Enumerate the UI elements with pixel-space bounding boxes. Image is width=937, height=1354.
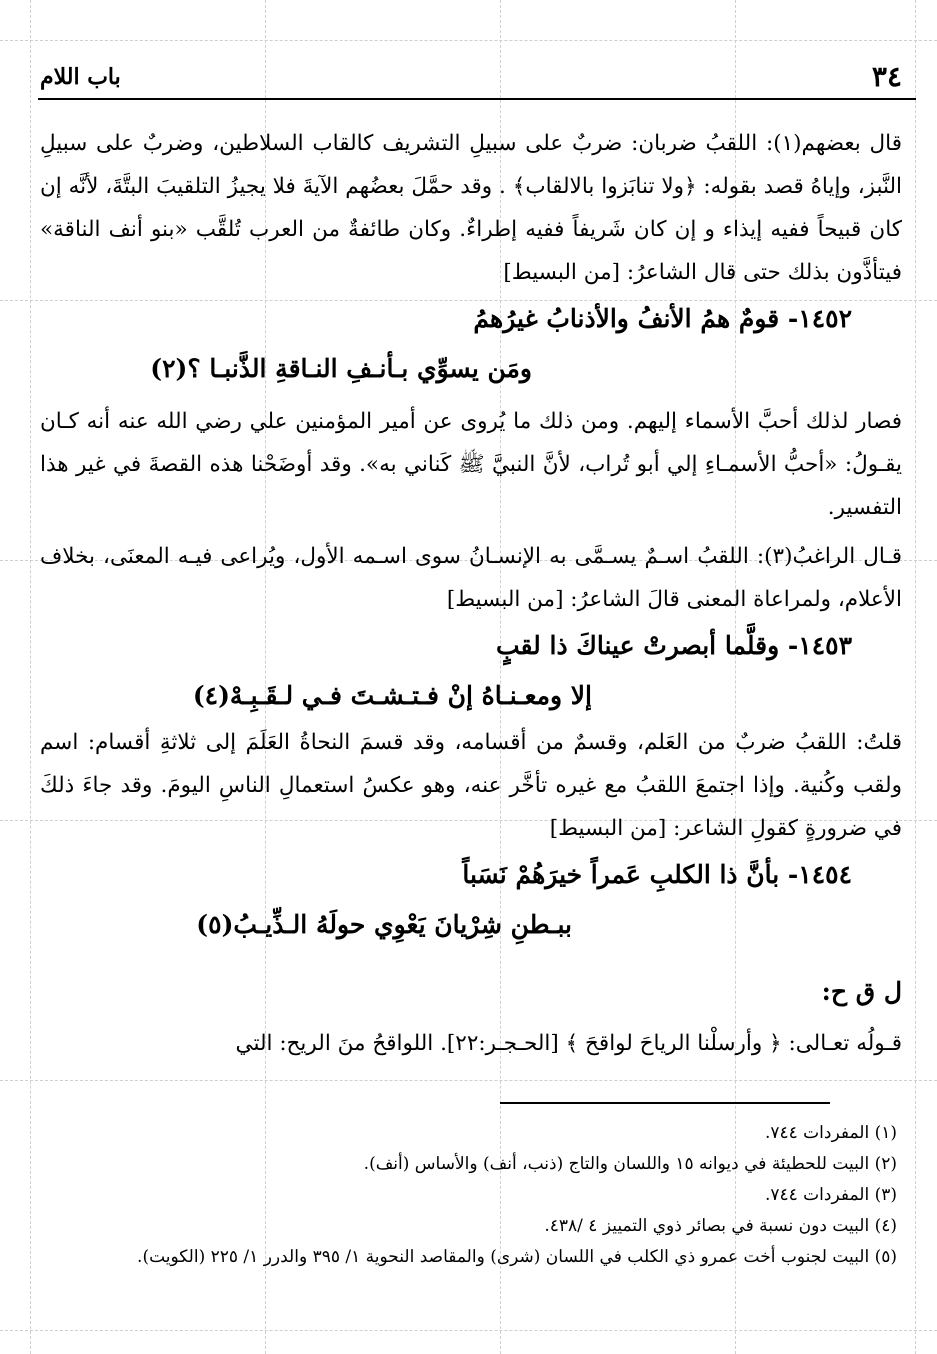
verse-1454-first-hemistich: ١٤٥٤- بأنَّ ذا الكلبِ عَمراً خيرَهُمْ نَسَباً xyxy=(462,860,852,889)
verse-1453-first-hemistich: ١٤٥٣- وقلَّما أبصرتْ عيناكَ ذا لقبٍ xyxy=(495,631,852,660)
page-number: ٣٤ xyxy=(871,60,902,93)
paragraph-3: قـال الراغبُ(٣): اللقبُ اسـمٌ يسـمَّى به الإنسـانُ سوى اسـمه الأول، ويُراعى فيـه المعنَى، بخلاف الأعلام، ولمراعاة المعنى قالَ الشاعرُ: [من البسيط] xyxy=(40,544,903,612)
paragraph-1: قال بعضهم(١): اللقبُ ضربان: ضربٌ على سبيلِ التشريف كالقاب السلاطين، وضربٌ على سبيلِ النَّبز، وإياهُ قصد بقوله: ﴿ولا تنابَزوا بالالقاب﴾ . وقد حمَّلَ بعضُهم الآيةَ فلا يجيزُ التلقيبَ البتَّةَ، لأنَّه إن كان قبيحاً ففيه إيذاء و إن كان شَريفاً ففيه إطراءٌ. وكان طائفةٌ من العرب تُلقَّب «بنو أنف الناقة» فيتأذَّون بذلك حتى قال الشاعرُ: [من البسيط] xyxy=(40,131,902,285)
footnote-5: (٥) البيت لجنوب أخت عمرو ذي الكلب في اللسان (شرى) والمقاصد النحوية ١/ ٣٩٥ والدرر ١/ ٢٢٥ (الكويت). xyxy=(137,1247,897,1267)
chapter-title: باب اللام xyxy=(40,64,121,90)
header-rule xyxy=(38,98,916,100)
page-header xyxy=(40,60,902,100)
section-heading-lqh: ل ق ح: xyxy=(821,977,902,1006)
footnote-3: (٣) المفردات ٧٤٤. xyxy=(764,1185,897,1205)
verse-1453-second-hemistich: إلا ومعـنـاهُ إنْ فـتـشـتَ فـي لـقَـبِـهْ(٤) xyxy=(192,681,592,710)
footnote-rule xyxy=(500,1102,830,1104)
verse-1452-first-hemistich: ١٤٥٢- قومٌ همُ الأنفُ والأذنابُ غيرُهمُ xyxy=(473,304,852,333)
footnote-1: (١) المفردات ٧٤٤. xyxy=(764,1123,897,1143)
paragraph-2: فصار لذلك أحبَّ الأسماء إليهم. ومن ذلك ما يُروى عن أمير المؤمنين علي رضي الله عنه أنه كـان يقـولُ: «أحبُّ الأسمـاءِ إلي أبو تُراب، لأنَّ النبيَّ ﷺ كَناني به». وقد أوضَحْنا هذه القصةَ في غير هذا التفسير. xyxy=(40,409,902,520)
paragraph-5: قـولُه تعـالى: ﴿ وأرسلْنا الرياحَ لواقحَ ﴾ [الحـجـر:٢٢]. اللواقحُ منَ الريح: التي xyxy=(235,1031,902,1056)
verse-1452-second-hemistich: ومَن يسوِّي بـأنـفِ النـاقةِ الذَّنبـا ؟(٢) xyxy=(150,354,532,383)
footnotes xyxy=(97,1118,897,1273)
paragraph-4: قلتُ: اللقبُ ضربٌ من العَلم، وقسمٌ من أقسامه، وقد قسمَ النحاةُ العَلَمَ إلى ثلاثةِ أقسام: اسم ولقب وكُنية. وإذا اجتمعَ اللقبُ مع غيره تأخَّر عنه، وهو عكسُ استعمالِ الناسِ اليومَ. وقد جاءَ ذلكَ في ضرورةٍ كقولِ الشاعر: [من البسيط] xyxy=(40,730,902,841)
footnote-2: (٢) البيت للحطيئة في ديوانه ١٥ واللسان والتاج (ذنب، أنف) والأساس (أنف). xyxy=(363,1154,897,1174)
verse-1454-second-hemistich: ببـطنِ شِرْيانَ يَعْوِي حولَهُ الـذِّيـبُ(٥) xyxy=(196,910,572,939)
footnote-4: (٤) البيت دون نسبة في بصائر ذوي التمييز ٤ /٤٣٨. xyxy=(544,1216,897,1236)
page-content xyxy=(40,60,902,1065)
